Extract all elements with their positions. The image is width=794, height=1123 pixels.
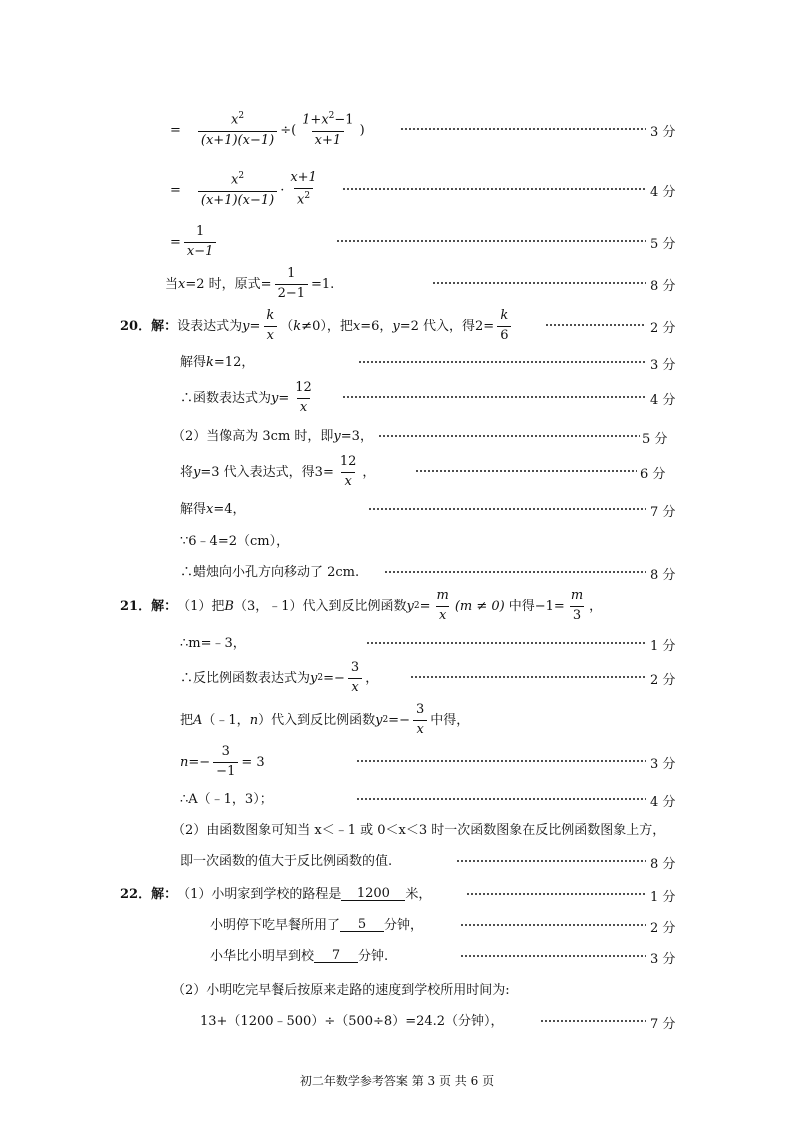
leader-dots bbox=[366, 642, 646, 644]
q21-line-1 bbox=[120, 586, 602, 626]
text: ∴反比例函数表达式为 bbox=[180, 670, 311, 686]
var-k: k bbox=[206, 354, 214, 370]
leader-dots bbox=[432, 282, 646, 284]
text: 将 bbox=[180, 464, 194, 480]
fraction bbox=[213, 745, 238, 780]
leader-dots bbox=[545, 324, 646, 326]
score: 4 分 bbox=[650, 795, 676, 810]
score: 8 分 bbox=[650, 279, 676, 294]
score: 3 分 bbox=[650, 757, 676, 772]
denominator: x bbox=[348, 678, 361, 696]
fraction bbox=[497, 309, 511, 344]
leader-dots bbox=[466, 893, 646, 895]
text: =2 代入，得 bbox=[399, 318, 476, 334]
fraction bbox=[337, 455, 360, 490]
text: 中得 bbox=[508, 598, 535, 614]
text: （ bbox=[280, 318, 294, 334]
score: 4 分 bbox=[650, 185, 676, 200]
score: 2 分 bbox=[650, 673, 676, 688]
var-y: y bbox=[333, 428, 341, 444]
score: 7 分 bbox=[650, 1017, 676, 1032]
q22-line-1 bbox=[120, 886, 431, 902]
text: （3，﹣1）代入到反比例函数 bbox=[233, 598, 407, 614]
subscript: 2 bbox=[382, 714, 389, 725]
condition: (m ≠ 0) bbox=[454, 598, 505, 614]
leader-dots bbox=[456, 860, 646, 862]
subscript: 2 bbox=[317, 672, 324, 683]
numerator: m bbox=[436, 587, 449, 603]
minus-sign: − bbox=[399, 712, 410, 728]
text: ∴A（﹣1，3）； bbox=[180, 791, 273, 807]
exponent: 2 bbox=[238, 111, 245, 122]
text: ∴蜡烛向小孔方向移动了 2cm. bbox=[180, 564, 360, 580]
fraction bbox=[413, 703, 427, 738]
q21-line-3 bbox=[180, 658, 378, 698]
equals-sign: = bbox=[419, 598, 431, 614]
equals-sign: = bbox=[249, 318, 261, 334]
score: 1 分 bbox=[650, 890, 676, 905]
text: =3 代入表达式，得 bbox=[200, 464, 315, 480]
question-label: 20．解： bbox=[120, 318, 178, 334]
question-label: 22．解： bbox=[120, 886, 178, 902]
leader-dots bbox=[415, 470, 637, 472]
denominator: x+1 bbox=[312, 131, 345, 149]
answer-blank: 1200 bbox=[341, 887, 405, 901]
var-x: x bbox=[352, 318, 361, 334]
text: 中得， bbox=[430, 712, 470, 728]
equals-sign: = bbox=[278, 390, 290, 406]
denominator: 3 bbox=[570, 606, 584, 624]
denominator: (x+1)(x−1) bbox=[198, 191, 277, 209]
text: 分钟， bbox=[384, 917, 424, 933]
numerator: 1 bbox=[196, 223, 205, 239]
score: 8 分 bbox=[650, 568, 676, 583]
fraction bbox=[292, 381, 315, 416]
var-y: y bbox=[193, 464, 201, 480]
text: =2 时，原式= bbox=[185, 276, 272, 292]
point-a: A bbox=[193, 712, 203, 728]
fraction bbox=[198, 171, 277, 208]
divide-sign: ÷( bbox=[280, 122, 297, 138]
var-x: x bbox=[231, 112, 239, 128]
number: 2 bbox=[475, 318, 484, 334]
score: 5 分 bbox=[650, 237, 676, 252]
score: 2 分 bbox=[650, 921, 676, 936]
score: 6 分 bbox=[640, 467, 666, 482]
leader-dots bbox=[342, 188, 646, 190]
q21-line-5 bbox=[180, 742, 265, 782]
q21-line-7 bbox=[172, 822, 665, 838]
q22-line-5 bbox=[200, 1013, 504, 1029]
leader-dots bbox=[356, 760, 646, 762]
leader-dots bbox=[410, 676, 646, 678]
leader-dots bbox=[358, 361, 646, 363]
leader-dots bbox=[460, 955, 646, 957]
denominator: x bbox=[264, 326, 277, 344]
equals-sign: = bbox=[553, 598, 565, 614]
score: 2 分 bbox=[650, 321, 676, 336]
fraction bbox=[433, 589, 451, 624]
text: （2）小明吃完早餐后按原来走路的速度到学校所用时间为: bbox=[172, 982, 510, 998]
fraction bbox=[275, 267, 308, 302]
question-label: 21．解： bbox=[120, 598, 178, 614]
denominator: −1 bbox=[213, 762, 238, 780]
leader-dots bbox=[400, 128, 646, 130]
var-y: y bbox=[392, 318, 400, 334]
text: 解得 bbox=[180, 501, 207, 517]
exponent: 2 bbox=[304, 191, 311, 202]
score: 5 分 bbox=[642, 432, 668, 447]
score: 4 分 bbox=[650, 393, 676, 408]
numerator: m bbox=[570, 587, 584, 603]
page-footer: 初二年数学参考答案 第 3 页 共 6 页 bbox=[299, 1074, 495, 1088]
minus-sign: − bbox=[334, 670, 345, 686]
denominator: x bbox=[297, 398, 310, 416]
leader-dots bbox=[336, 240, 646, 242]
text: 当 bbox=[165, 276, 179, 292]
text: 13+（1200﹣500）÷（500÷8）=24.2（分钟）， bbox=[200, 1013, 504, 1029]
equals-sign: = bbox=[170, 182, 181, 198]
number: 3 bbox=[314, 464, 323, 480]
exponent: 2 bbox=[238, 171, 245, 182]
score: 7 分 bbox=[650, 505, 676, 520]
text: ∴函数表达式为 bbox=[180, 390, 272, 406]
numerator: 1 bbox=[287, 265, 296, 281]
denominator: x bbox=[413, 720, 426, 738]
score: 3 分 bbox=[650, 358, 676, 373]
var-y: y bbox=[406, 598, 414, 614]
numerator: k bbox=[266, 307, 275, 323]
q20-line-4 bbox=[172, 428, 373, 444]
q19-step-4 bbox=[165, 264, 334, 304]
fraction bbox=[198, 111, 277, 148]
denominator: x bbox=[341, 472, 354, 490]
text: 解得 bbox=[180, 354, 207, 370]
var-x: x bbox=[231, 172, 239, 188]
numerator: 3 bbox=[415, 701, 425, 717]
q20-line-2 bbox=[180, 354, 254, 370]
score: 3 分 bbox=[650, 125, 676, 140]
leader-dots bbox=[356, 798, 646, 800]
equals-sign: = bbox=[388, 712, 400, 728]
var-y: y bbox=[271, 390, 279, 406]
text: （2）当像高为 3cm 时，即 bbox=[172, 428, 334, 444]
denominator: x bbox=[436, 606, 449, 624]
text: 分钟. bbox=[358, 948, 389, 964]
text: ， bbox=[362, 464, 376, 480]
text: （1）小明家到学校的路程是 bbox=[177, 886, 342, 902]
var-y: y bbox=[242, 318, 250, 334]
close-paren: ) bbox=[359, 122, 365, 138]
text: （2）由函数图象可知当 x＜﹣1 或 0＜x＜3 时一次函数图象在反比例函数图象上方， bbox=[172, 822, 666, 838]
leader-dots bbox=[378, 435, 640, 437]
text: 把 bbox=[180, 712, 194, 728]
text: =− bbox=[188, 754, 211, 770]
var-n: n bbox=[180, 754, 189, 770]
fraction bbox=[299, 111, 356, 148]
numerator: 1+x bbox=[302, 112, 329, 128]
text: ≠0），把 bbox=[301, 318, 353, 334]
text: =1. bbox=[311, 276, 335, 292]
numerator: x+1 bbox=[290, 170, 317, 186]
equals-sign: = bbox=[170, 234, 181, 250]
leader-dots bbox=[460, 924, 646, 926]
leader-dots bbox=[368, 508, 646, 510]
number: −1 bbox=[534, 598, 554, 614]
leader-dots bbox=[540, 1020, 646, 1022]
var-x: x bbox=[206, 501, 214, 517]
text: ∵6﹣4=2（cm）， bbox=[180, 533, 290, 549]
q19-step-3 bbox=[170, 222, 219, 262]
answer-blank: 5 bbox=[340, 918, 384, 932]
numerator: 3 bbox=[221, 743, 230, 759]
score: 1 分 bbox=[650, 639, 676, 654]
leader-dots bbox=[342, 396, 646, 398]
text: =12， bbox=[213, 354, 255, 370]
answer-blank: 7 bbox=[314, 949, 358, 963]
denominator: x−1 bbox=[184, 242, 217, 260]
q21-line-6 bbox=[180, 791, 273, 807]
q19-step-1 bbox=[170, 110, 365, 150]
text: （﹣1， bbox=[202, 712, 250, 728]
numerator: 3 bbox=[350, 659, 360, 675]
text: （1）把 bbox=[177, 598, 225, 614]
numerator-tail: −1 bbox=[334, 112, 354, 128]
text: 小明停下吃早餐所用了 bbox=[210, 917, 341, 933]
var-x: x bbox=[297, 192, 305, 208]
q20-line-6 bbox=[180, 501, 246, 517]
text: 小华比小明早到校 bbox=[210, 948, 315, 964]
q20-line-1 bbox=[120, 306, 514, 346]
var-x: x bbox=[178, 276, 186, 292]
text: ， bbox=[589, 598, 603, 614]
text: =6， bbox=[360, 318, 393, 334]
subscript: 2 bbox=[413, 600, 420, 611]
text: 米， bbox=[405, 886, 432, 902]
equals-sign: = bbox=[170, 122, 181, 138]
q21-line-8 bbox=[180, 853, 392, 869]
denominator: 2−1 bbox=[275, 284, 308, 302]
q20-line-7 bbox=[180, 533, 289, 549]
q21-line-2 bbox=[180, 635, 246, 651]
q20-line-5 bbox=[180, 452, 375, 492]
fraction bbox=[287, 171, 320, 208]
var-y: y bbox=[375, 712, 383, 728]
equals-sign: = bbox=[322, 464, 334, 480]
denominator: (x+1)(x−1) bbox=[198, 131, 277, 149]
text: 即一次函数的值大于反比例函数的值. bbox=[180, 853, 393, 869]
q21-line-4 bbox=[180, 700, 469, 740]
numerator: k bbox=[500, 307, 509, 323]
fraction bbox=[184, 225, 217, 260]
text: = 3 bbox=[241, 754, 265, 770]
exponent: 2 bbox=[328, 111, 335, 122]
point-b: B bbox=[224, 598, 234, 614]
text: =3， bbox=[340, 428, 373, 444]
leader-dots bbox=[384, 571, 646, 573]
text: ， bbox=[365, 670, 379, 686]
equals-sign: = bbox=[483, 318, 495, 334]
fraction bbox=[348, 661, 362, 696]
score: 8 分 bbox=[650, 857, 676, 872]
fraction bbox=[263, 309, 277, 344]
q19-step-2 bbox=[170, 170, 323, 210]
var-k: k bbox=[293, 318, 302, 334]
var-y: y bbox=[310, 670, 318, 686]
q22-line-3 bbox=[210, 948, 388, 964]
score: 3 分 bbox=[650, 952, 676, 967]
numerator: 12 bbox=[339, 453, 357, 469]
q20-line-8 bbox=[180, 564, 359, 580]
text: 设表达式为 bbox=[177, 318, 243, 334]
equals-sign: = bbox=[323, 670, 335, 686]
q22-line-2 bbox=[210, 917, 423, 933]
text: ）代入到反比例函数 bbox=[258, 712, 376, 728]
q22-line-4 bbox=[172, 982, 510, 998]
denominator: 6 bbox=[497, 326, 511, 344]
text: ∴m=﹣3， bbox=[180, 635, 246, 651]
text: =4， bbox=[213, 501, 246, 517]
q20-line-3 bbox=[180, 378, 318, 418]
fraction bbox=[568, 589, 586, 624]
var-n: n bbox=[249, 712, 259, 728]
numerator: 12 bbox=[295, 379, 312, 395]
multiply-dot: · bbox=[280, 182, 285, 198]
